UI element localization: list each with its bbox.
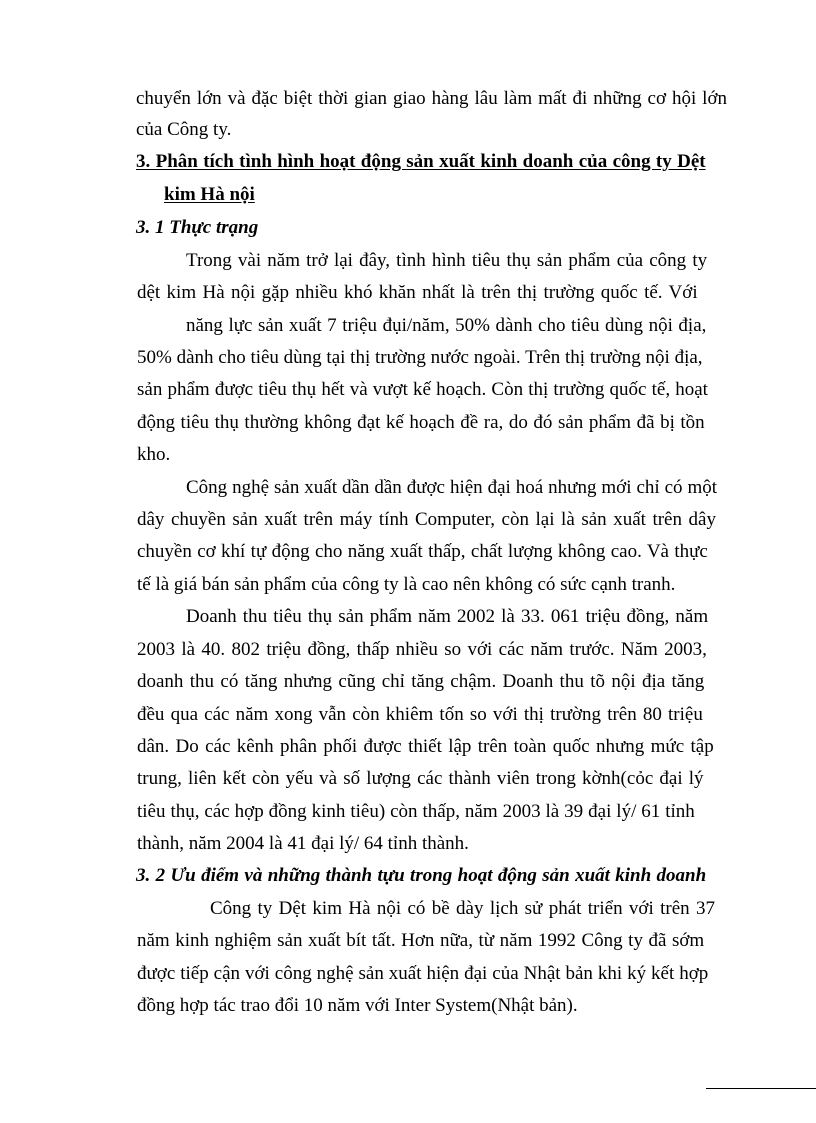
intro-line-2: của Công ty. <box>136 119 232 140</box>
paragraph-4-line-4: đồng hợp tác trao đổi 10 năm với Inter System(Nhật bản). <box>137 995 578 1016</box>
paragraph-1-line-7: kho. <box>137 444 171 465</box>
paragraph-3-line-4: đều qua các năm xong vẫn còn khiêm tốn so với thị trường trên 80 triệu <box>137 704 703 725</box>
section-title-line-1: 3. Phân tích tình hình hoạt động sản xuất kinh doanh của công ty Dệt <box>136 151 706 172</box>
paragraph-3-line-8: thành, năm 2004 là 41 đại lý/ 64 tỉnh thành. <box>137 833 469 854</box>
paragraph-1-line-2: dệt kim Hà nội gặp nhiều khó khăn nhất là trên thị trường quốc tế. Với <box>137 282 698 303</box>
paragraph-2-line-1: Công nghệ sản xuất dần dần được hiện đại hoá nhưng mới chỉ có một <box>186 477 718 498</box>
paragraph-1-line-6: động tiêu thụ thường không đạt kế hoạch đề ra, do đó sản phẩm đã bị tồn <box>137 412 705 433</box>
paragraph-2-line-2: dây chuyền sản xuất trên máy tính Computer, còn lại là sản xuất trên dây <box>137 509 716 530</box>
paragraph-4-line-1: Công ty Dệt kim Hà nội có bề dày lịch sử phát triển với trên 37 <box>210 898 716 919</box>
paragraph-4-line-2: năm kinh nghiệm sản xuất bít tất. Hơn nữa, từ năm 1992 Công ty đã sớm <box>137 930 705 951</box>
paragraph-1-line-5: sản phẩm được tiêu thụ hết và vượt kế hoạch. Còn thị trường quốc tế, hoạt <box>137 379 708 400</box>
paragraph-4-line-3: được tiếp cận với công nghệ sản xuất hiện đại của Nhật bản khi ký kết hợp <box>137 963 709 984</box>
paragraph-3-line-1: Doanh thu tiêu thụ sản phẩm năm 2002 là 33. 061 triệu đồng, năm <box>186 606 709 627</box>
paragraph-1-line-4: 50% dành cho tiêu dùng tại thị trường nước ngoài. Trên thị trường nội địa, <box>137 347 703 368</box>
paragraph-3-line-7: tiêu thụ, các hợp đồng kinh tiêu) còn thấp, năm 2003 là 39 đại lý/ 61 tỉnh <box>137 801 695 822</box>
paragraph-3-line-6: trung, liên kết còn yếu và số lượng các thành viên trong kờnh(cỏc đại lý <box>137 768 704 789</box>
paragraph-2-line-4: tế là giá bán sản phẩm của công ty là cao nên không có sức cạnh tranh. <box>137 574 676 595</box>
paragraph-3-line-3: doanh thu có tăng nhưng cũng chỉ tăng chậm. Doanh thu tõ nội địa tăng <box>137 671 705 692</box>
paragraph-1-line-3: năng lực sản xuất 7 triệu đụi/năm, 50% dành cho tiêu dùng nội địa, <box>186 315 707 336</box>
footer-divider <box>706 1088 816 1089</box>
section-title-line-2: kim Hà nội <box>164 184 255 205</box>
paragraph-3-line-5: dân. Do các kênh phân phối được thiết lập trên toàn quốc nhưng mức tập <box>137 736 714 757</box>
intro-line-1: chuyển lớn và đặc biệt thời gian giao hàng lâu làm mất đi những cơ hội lớn <box>136 88 727 109</box>
paragraph-2-line-3: chuyền cơ khí tự động cho năng xuất thấp, chất lượng không cao. Và thực <box>137 541 708 562</box>
subsection-2-title: 3. 2 Ưu điểm và những thành tựu trong hoạt động sản xuất kinh doanh <box>136 865 707 886</box>
subsection-1-title: 3. 1 Thực trạng <box>136 217 259 238</box>
paragraph-3-line-2: 2003 là 40. 802 triệu đồng, thấp nhiều so với các năm trước. Năm 2003, <box>137 639 707 660</box>
paragraph-1-line-1: Trong vài năm trở lại đây, tình hình tiêu thụ sản phẩm của công ty <box>186 250 708 271</box>
